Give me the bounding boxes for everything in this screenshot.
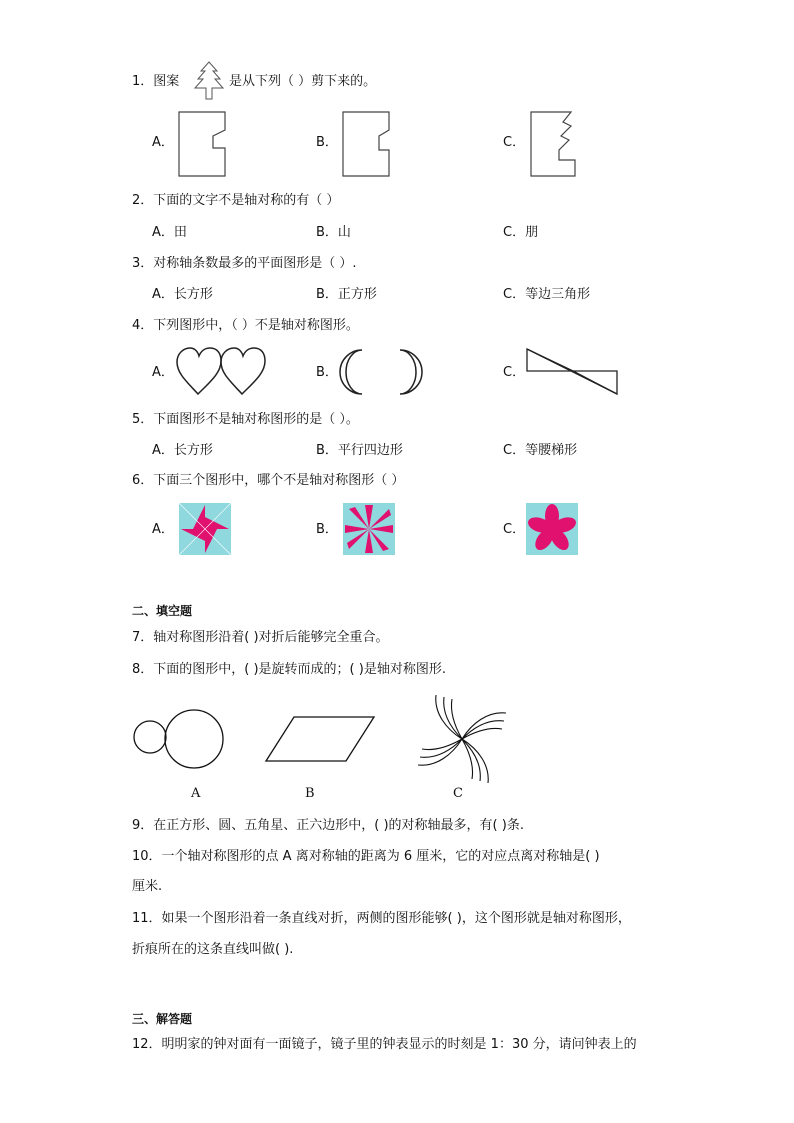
q2-stem: 2．下面的文字不是轴对称的有（ ）	[132, 193, 340, 208]
q5-stem: 5．下面图形不是轴对称图形的是（ ）。	[132, 412, 359, 427]
two-circles-figure	[132, 709, 227, 771]
q10-line1: 10．一个轴对称图形的点 A 离对称轴的距离为 6 厘米，它的对应点离对称轴是( )	[132, 849, 600, 864]
tree-pattern-icon	[189, 61, 229, 101]
q3-option-c[interactable]: C．等边三角形	[503, 287, 591, 302]
q1-stem-post: 是从下列（ ）剪下来的。	[229, 74, 377, 89]
q3-stem: 3．对称轴条数最多的平面图形是（ ）.	[132, 256, 357, 271]
q2-option-c[interactable]: C．朋	[503, 225, 539, 240]
two-triangles-shape	[526, 348, 620, 396]
q2-option-b[interactable]: B．山	[316, 225, 351, 240]
q1-option-c-shape	[529, 110, 579, 178]
q4-option-b[interactable]: B．	[316, 365, 338, 380]
q3-option-b[interactable]: B．正方形	[316, 287, 377, 302]
q6-option-c[interactable]: C．	[503, 522, 526, 537]
q1-option-a-shape	[177, 110, 227, 178]
q1-option-b[interactable]: B．	[316, 135, 338, 150]
crescent-moons-shape	[340, 348, 422, 396]
q8-label-b: B	[305, 786, 315, 801]
section-answer-title: 三、解答题	[132, 1012, 193, 1026]
double-heart-shape	[176, 347, 266, 397]
q4-option-a[interactable]: A．	[152, 365, 174, 380]
q7-stem: 7．轴对称图形沿着( )对折后能够完全重合。	[132, 630, 389, 645]
q1-option-a[interactable]: A．	[152, 135, 174, 150]
q6-option-b[interactable]: B．	[316, 522, 338, 537]
q12-stem: 12．明明家的钟对面有一面镜子，镜子里的钟表显示的时刻是 1：30 分，请问钟表上的	[132, 1037, 637, 1052]
parallelogram-figure	[264, 715, 376, 763]
q8-stem: 8．下面的图形中，( )是旋转而成的；( )是轴对称图形.	[132, 662, 446, 677]
q6-stem: 6．下面三个图形中，哪个不是轴对称图形（ ）	[132, 473, 405, 488]
q3-option-a[interactable]: A．长方形	[152, 287, 213, 302]
q11-line1: 11．如果一个图形沿着一条直线对折，两侧的图形能够( )，这个图形就是轴对称图形，	[132, 911, 631, 926]
q9-stem: 9．在正方形、圆、五角星、正六边形中，( )的对称轴最多，有( )条.	[132, 818, 524, 833]
star-pinwheel-shape	[343, 503, 395, 555]
q8-label-c: C	[453, 786, 463, 801]
flower-shape	[526, 503, 578, 555]
q10-line2: 厘米.	[132, 879, 163, 894]
q8-label-a: A	[191, 786, 201, 801]
q1-option-b-shape	[341, 110, 391, 178]
q11-line2: 折痕所在的这条直线叫做( ).	[132, 942, 294, 957]
rotated-swirl-figure	[416, 693, 508, 785]
q5-option-b[interactable]: B．平行四边形	[316, 443, 403, 458]
q1-option-c[interactable]: C．	[503, 135, 526, 150]
q4-stem: 4．下列图形中，（ ）不是轴对称图形。	[132, 318, 359, 333]
q2-option-a[interactable]: A．田	[152, 225, 187, 240]
q5-option-c[interactable]: C．等腰梯形	[503, 443, 578, 458]
section-fill-in-title: 二、填空题	[132, 604, 193, 618]
pinwheel-shape	[179, 503, 231, 555]
q6-option-a[interactable]: A．	[152, 522, 174, 537]
q5-option-a[interactable]: A．长方形	[152, 443, 213, 458]
q1-stem-pre: 1．图案	[132, 74, 180, 89]
q4-option-c[interactable]: C．	[503, 365, 526, 380]
